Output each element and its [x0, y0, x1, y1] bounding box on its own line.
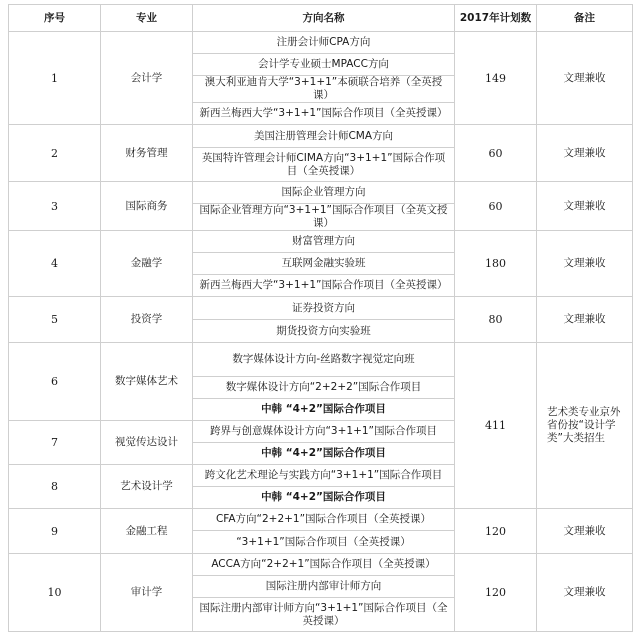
- table-row: [9, 509, 633, 531]
- direction-cell: 英国特许管理会计师CIMA方向“3+1+1”国际合作项目（全英授课）: [193, 148, 455, 182]
- direction-cell: 国际企业管理方向: [193, 182, 455, 204]
- direction-cell: 澳大利亚迪肯大学“3+1+1”本硕联合培养（全英授课）: [193, 76, 455, 103]
- plan-cell: 120: [455, 554, 537, 632]
- direction-cell: 跨文化艺术理论与实践方向“3+1+1”国际合作项目: [193, 465, 455, 487]
- direction-cell: 新西兰梅西大学“3+1+1”国际合作项目（全英授课）: [193, 103, 455, 125]
- seq-cell: 8: [9, 465, 101, 509]
- direction-cell: 财富管理方向: [193, 231, 455, 253]
- note-cell: 文理兼收: [537, 231, 633, 297]
- table-row: [9, 297, 633, 320]
- major-cell: 数字媒体艺术: [101, 343, 193, 421]
- plan-cell: 411: [455, 343, 537, 509]
- header-major: 专业: [101, 5, 193, 32]
- plan-cell: 120: [455, 509, 537, 554]
- note-cell: 艺术类专业京外省份按“设计学类”大类招生: [537, 343, 633, 509]
- direction-cell: 国际注册内部审计师方向“3+1+1”国际合作项目（全英授课）: [193, 598, 455, 632]
- seq-cell: 7: [9, 421, 101, 465]
- major-cell: 财务管理: [101, 125, 193, 182]
- seq-cell: 1: [9, 32, 101, 125]
- direction-cell: 数字媒体设计方向“2+2+2”国际合作项目: [193, 377, 455, 399]
- table-row: [9, 125, 633, 148]
- header-seq: 序号: [9, 5, 101, 32]
- table-row: [9, 343, 633, 377]
- header-direction: 方向名称: [193, 5, 455, 32]
- seq-cell: 10: [9, 554, 101, 632]
- direction-cell: “3+1+1”国际合作项目（全英授课）: [193, 531, 455, 554]
- direction-cell: CFA方向“2+2+1”国际合作项目（全英授课）: [193, 509, 455, 531]
- plan-cell: 180: [455, 231, 537, 297]
- note-cell: 文理兼收: [537, 554, 633, 632]
- direction-cell: 期货投资方向实验班: [193, 320, 455, 343]
- note-cell: 文理兼收: [537, 125, 633, 182]
- major-cell: 艺术设计学: [101, 465, 193, 509]
- note-cell: 文理兼收: [537, 182, 633, 231]
- note-cell: 文理兼收: [537, 509, 633, 554]
- seq-cell: 2: [9, 125, 101, 182]
- header-plan: 2017年计划数: [455, 5, 537, 32]
- direction-cell: [193, 399, 455, 421]
- plan-cell: 60: [455, 182, 537, 231]
- direction-cell: 美国注册管理会计师CMA方向: [193, 125, 455, 148]
- direction-cell: ACCA方向“2+2+1”国际合作项目（全英授课）: [193, 554, 455, 576]
- direction-cell: 国际企业管理方向“3+1+1”国际合作项目（全英文授课）: [193, 204, 455, 231]
- direction-text: 中韩 “4+2”国际合作项目: [261, 491, 386, 503]
- direction-cell: 会计学专业硕士MPACC方向: [193, 54, 455, 76]
- table-row: [9, 554, 633, 576]
- note-cell: 文理兼收: [537, 32, 633, 125]
- table-row: [9, 182, 633, 204]
- note-cell: 文理兼收: [537, 297, 633, 343]
- direction-cell: 数字媒体设计方向-丝路数字视觉定向班: [193, 343, 455, 377]
- direction-cell: [193, 443, 455, 465]
- seq-cell: 6: [9, 343, 101, 421]
- enrollment-plan-table: [8, 4, 633, 632]
- table-row: [9, 32, 633, 54]
- major-cell: 金融学: [101, 231, 193, 297]
- major-cell: 视觉传达设计: [101, 421, 193, 465]
- seq-cell: 3: [9, 182, 101, 231]
- seq-cell: 9: [9, 509, 101, 554]
- major-cell: 审计学: [101, 554, 193, 632]
- table-header-row: [9, 5, 633, 32]
- major-cell: 金融工程: [101, 509, 193, 554]
- direction-text: 中韩 “4+2”国际合作项目: [261, 447, 386, 459]
- seq-cell: 4: [9, 231, 101, 297]
- seq-cell: 5: [9, 297, 101, 343]
- major-cell: 投资学: [101, 297, 193, 343]
- plan-cell: 60: [455, 125, 537, 182]
- header-note: 备注: [537, 5, 633, 32]
- direction-cell: 注册会计师CPA方向: [193, 32, 455, 54]
- direction-cell: [193, 487, 455, 509]
- direction-cell: 互联网金融实验班: [193, 253, 455, 275]
- direction-cell: 国际注册内部审计师方向: [193, 576, 455, 598]
- plan-cell: 149: [455, 32, 537, 125]
- major-cell: 会计学: [101, 32, 193, 125]
- direction-cell: 新西兰梅西大学“3+1+1”国际合作项目（全英授课）: [193, 275, 455, 297]
- table-row: [9, 231, 633, 253]
- major-cell: 国际商务: [101, 182, 193, 231]
- direction-cell: 证券投资方向: [193, 297, 455, 320]
- direction-cell: 跨界与创意媒体设计方向“3+1+1”国际合作项目: [193, 421, 455, 443]
- plan-cell: 80: [455, 297, 537, 343]
- direction-text: 中韩 “4+2”国际合作项目: [261, 403, 386, 415]
